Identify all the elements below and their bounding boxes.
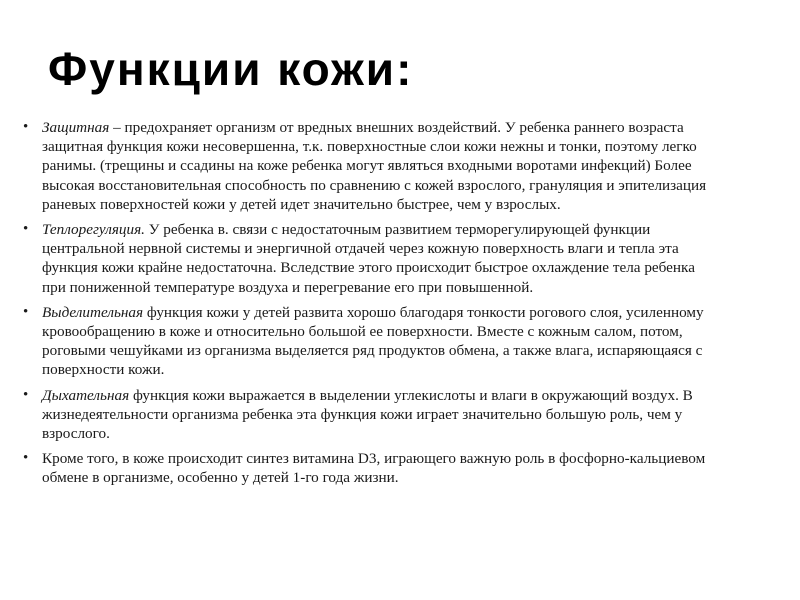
bullet-list <box>22 118 722 494</box>
bullet-text: функция кожи выражается в выделении углекислоты и влаги в окружающий воздух. В жизнедеятельности организма ребенка эта функция кожи играет значительно большую роль, чем у взрослого. <box>42 386 693 443</box>
bullet-term: Дыхательная <box>42 386 130 404</box>
bullet-dot-icon: • <box>23 450 29 467</box>
bullet-term: Защитная <box>42 119 110 136</box>
bullet-text: Кроме того, в коже происходит синтез витамина D3, играющего важную роль в фосфорно-кальциевом обмене в организме, особенно у детей 1-го года жизни. <box>42 450 706 487</box>
bullet-item-excretory <box>22 303 722 380</box>
slide-title: Функции кожи: <box>48 43 414 95</box>
bullet-text: функция кожи у детей развита хорошо благодаря тонкости рогового слоя, усиленному кровообращению в коже и относительно большой ее поверхности. Вместе с кожным салом, потом, роговыми чешуйками из организма выделяется ряд продуктов обмена, а также влага, испаряющаяся с поверхности кожи. <box>42 303 704 379</box>
bullet-dot-icon: • <box>23 119 29 135</box>
bullet-text: У ребенка в. связи с недостаточным развитием терморегулирующей функции центральной нервной системы и энергичной отдачей через кожную поверхность влаги и тепла эта функция кожи крайне недостаточна. Вследствие этого происходит быстрое охлаждение тела ребенка при пониженной температуре воздуха и перегревание его при повышенной. <box>42 221 695 296</box>
bullet-term: Теплорегуляция. <box>42 221 145 239</box>
bullet-item-protective <box>22 118 722 214</box>
bullet-dot-icon: • <box>23 221 29 238</box>
bullet-item-respiratory <box>22 386 722 444</box>
bullet-item-thermoregulation <box>22 220 722 297</box>
bullet-dot-icon: • <box>23 386 29 403</box>
bullet-term: Выделительная <box>42 303 144 321</box>
bullet-item-vitamin-d3 <box>22 449 722 487</box>
bullet-text: – предохраняет организм от вредных внешних воздействий. У ребенка раннего возраста защитная функция кожи несовершенна, т.к. поверхностные слои кожи нежны и тонки, поэтому легко ранимы. (трещины и ссадины на коже ребенка могут являться входными воротами инфекций) Более высокая восстановительная способность по сравнению с кожей взрослого, грануляция и эпителизация раневых поверхностей кожи у детей идет значительно быстрее, чем у взрослых. <box>42 119 707 213</box>
bullet-dot-icon: • <box>23 303 29 320</box>
